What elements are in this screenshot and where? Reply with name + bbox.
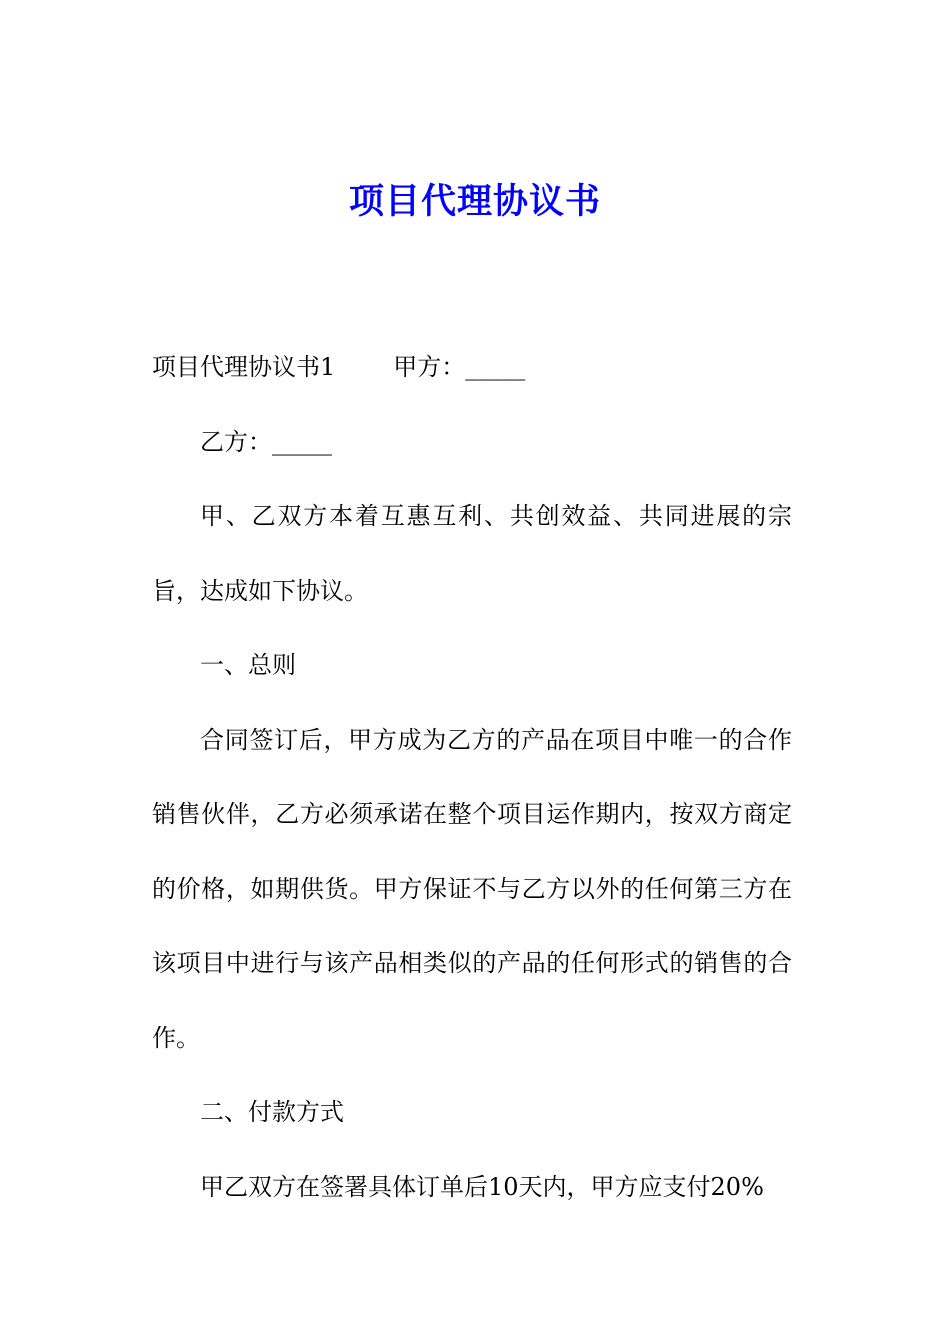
party-b-label: 乙方：: [200, 427, 272, 456]
party-a-label: 甲方：: [393, 353, 466, 381]
document-title: 项目代理协议书: [348, 182, 601, 222]
document-body: [152, 330, 792, 1224]
agreement-heading: 项目代理协议书1: [152, 353, 336, 381]
section1-paragraph: 合同签订后，甲方成为乙方的产品在项目中唯一的合作销售伙伴，乙方必须承诺在整个项目运作期内，按双方商定的价格，如期供货。甲方保证不与乙方以外的任何第三方在该项目中进行与该产品相类似的产品的任何形式的销售的合作。: [152, 725, 792, 1052]
party-b-line: [152, 405, 792, 480]
section2-paragraph: 甲乙双方在签署具体订单后10天内，甲方应支付20%: [200, 1172, 764, 1201]
intro-paragraph: 甲、乙双方本着互惠互利、共创效益、共同进展的宗旨，达成如下协议。: [152, 502, 792, 605]
party-a-blank: _____: [465, 353, 526, 381]
section1-heading: 一、总则: [200, 651, 296, 679]
party-b-blank: _____: [272, 427, 332, 456]
section2-heading: 二、付款方式: [200, 1098, 344, 1126]
first-line: [152, 330, 792, 405]
